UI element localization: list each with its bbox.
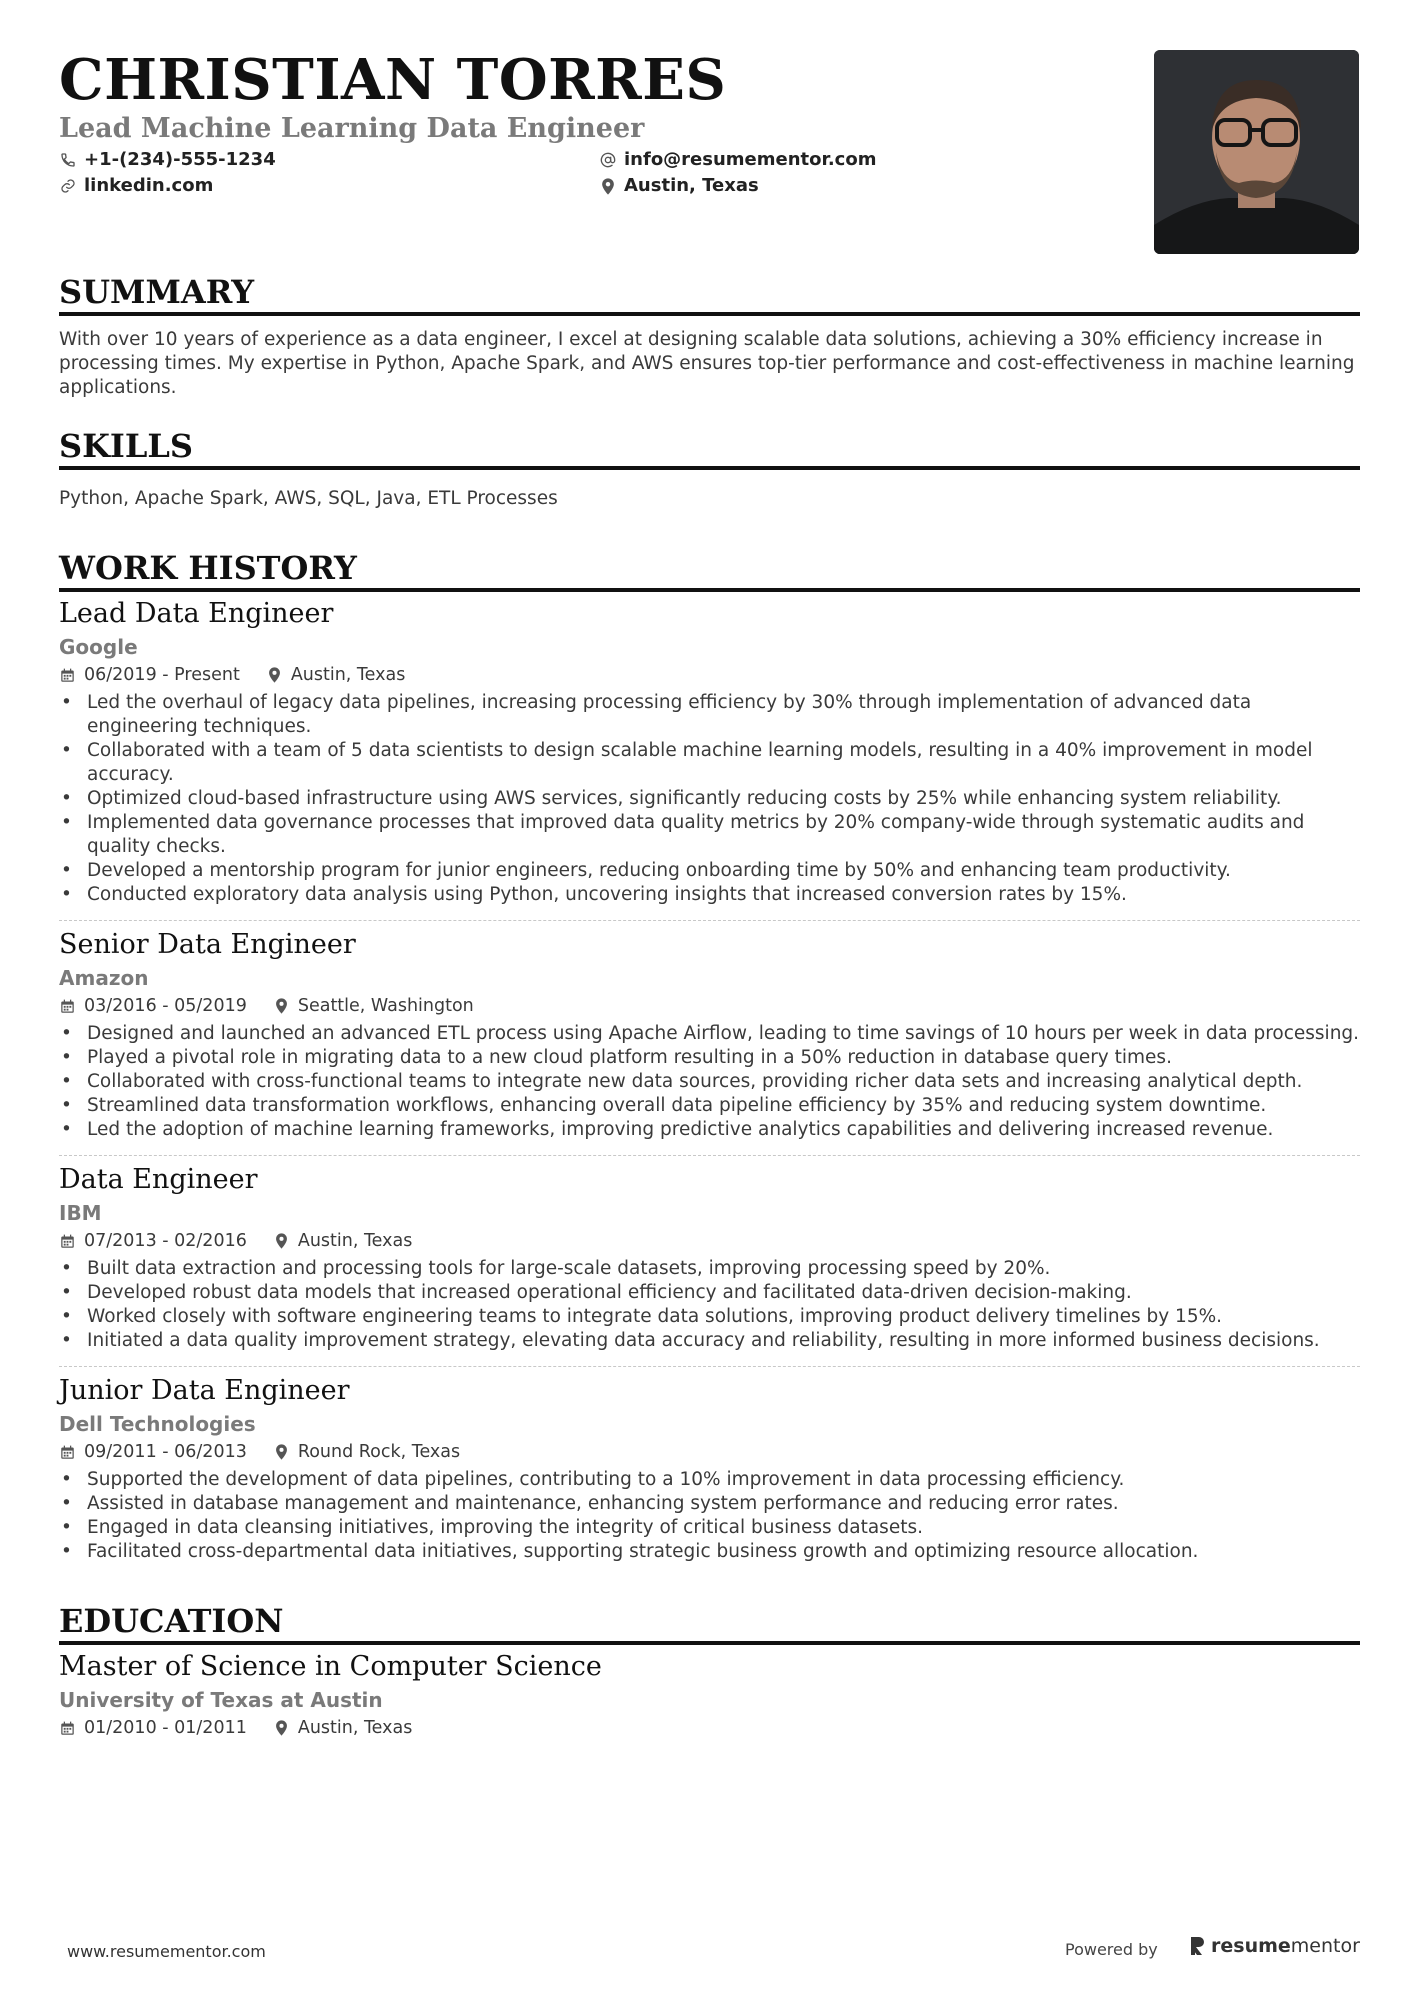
- location-pin-icon: [266, 667, 283, 684]
- summary-heading: SUMMARY: [59, 272, 1360, 316]
- job-company: IBM: [59, 1201, 102, 1225]
- skills-heading: SKILLS: [59, 426, 1360, 470]
- contact-phone: [59, 148, 276, 172]
- list-item: • Developed robust data models that increased operational efficiency and facilitated data-driven decision-making.: [59, 1281, 1360, 1305]
- calendar-icon: [59, 998, 76, 1015]
- job-entry: [59, 597, 1360, 907]
- list-item: • Facilitated cross-departmental data initiatives, supporting strategic business growth and optimizing resource allocation.: [59, 1540, 1360, 1564]
- job-title: Junior Data Engineer: [59, 1375, 350, 1406]
- job-company: Amazon: [59, 966, 149, 990]
- job-dates: 09/2011 - 06/2013: [84, 1442, 247, 1462]
- job-company: Google: [59, 635, 138, 659]
- footer-url[interactable]: www.resumementor.com: [67, 1942, 266, 1961]
- list-item: • Initiated a data quality improvement strategy, elevating data accuracy and reliability, resulting in more informed business decisions.: [59, 1329, 1360, 1353]
- brand-name-light: mentor: [1290, 1935, 1360, 1957]
- list-item: • Implemented data governance processes that improved data quality metrics by 20% company-wide through systematic audits and quality checks.: [59, 811, 1360, 859]
- profile-photo: [1154, 50, 1359, 254]
- email-text[interactable]: info@resumementor.com: [624, 149, 877, 170]
- calendar-icon: [59, 1233, 76, 1250]
- location-pin-icon: [599, 177, 617, 195]
- link-icon: [59, 177, 77, 195]
- job-bullets: [59, 1257, 1360, 1353]
- location-pin-icon: [273, 1720, 290, 1737]
- list-item: • Optimized cloud-based infrastructure using AWS services, significantly reducing costs by 25% while enhancing system reliability.: [59, 787, 1360, 811]
- list-item: • Led the overhaul of legacy data pipelines, increasing processing efficiency by 30% through implementation of advanced data engineering techniques.: [59, 691, 1360, 739]
- job-title: Lead Data Engineer: [59, 598, 334, 629]
- entry-divider: [59, 1366, 1360, 1367]
- job-bullets: [59, 1022, 1360, 1142]
- list-item: • Designed and launched an advanced ETL process using Apache Airflow, leading to time savings of 10 hours per week in data processing.: [59, 1022, 1360, 1046]
- at-icon: [599, 151, 617, 169]
- work-history-heading: WORK HISTORY: [59, 548, 1360, 592]
- list-item: • Conducted exploratory data analysis using Python, uncovering insights that increased conversion rates by 15%.: [59, 883, 1360, 907]
- linkedin-text[interactable]: linkedin.com: [84, 175, 214, 196]
- phone-icon: [59, 151, 77, 169]
- list-item: • Played a pivotal role in migrating data to a new cloud platform resulting in a 50% reduction in database query times.: [59, 1046, 1360, 1070]
- job-location: Austin, Texas: [290, 665, 406, 685]
- job-dates: 07/2013 - 02/2016: [84, 1231, 247, 1251]
- skills-text: Python, Apache Spark, AWS, SQL, Java, ETL Processes: [59, 488, 558, 509]
- resumementor-logo-icon: [1188, 1935, 1206, 1957]
- job-meta: [59, 1440, 1360, 1464]
- job-bullets: [59, 691, 1360, 907]
- job-dates: 06/2019 - Present: [84, 665, 240, 685]
- list-item: • Collaborated with cross-functional teams to integrate new data sources, providing richer data sets and increasing analytical depth.: [59, 1070, 1360, 1094]
- brand-logo[interactable]: [1188, 1935, 1360, 1957]
- location-pin-icon: [273, 1444, 290, 1461]
- job-meta: [59, 663, 1360, 687]
- candidate-headline: Lead Machine Learning Data Engineer: [59, 113, 645, 144]
- list-item: • Collaborated with a team of 5 data scientists to design scalable machine learning models, resulting in a 40% improvement in model accuracy.: [59, 739, 1360, 787]
- calendar-icon: [59, 667, 76, 684]
- education-location: Austin, Texas: [297, 1718, 413, 1738]
- job-entry: [59, 928, 1360, 1142]
- job-meta: [59, 994, 1360, 1018]
- candidate-name: CHRISTIAN TORRES: [59, 47, 727, 113]
- education-entry: [59, 1650, 1360, 1740]
- job-dates: 03/2016 - 05/2019: [84, 996, 247, 1016]
- degree-title: Master of Science in Computer Science: [59, 1651, 602, 1682]
- education-meta: [59, 1716, 1360, 1740]
- location-pin-icon: [273, 1233, 290, 1250]
- brand-name-bold: resume: [1211, 1935, 1291, 1957]
- entry-divider: [59, 1155, 1360, 1156]
- job-bullets: [59, 1468, 1360, 1564]
- job-location: Round Rock, Texas: [297, 1442, 461, 1462]
- phone-text: +1-(234)-555-1234: [84, 149, 276, 170]
- list-item: • Led the adoption of machine learning frameworks, improving predictive analytics capabilities and delivering increased revenue.: [59, 1118, 1360, 1142]
- job-title: Data Engineer: [59, 1164, 258, 1195]
- list-item: • Assisted in database management and maintenance, enhancing system performance and reducing error rates.: [59, 1492, 1360, 1516]
- summary-text: With over 10 years of experience as a data engineer, I excel at designing scalable data solutions, achieving a 30% efficiency increase in processing times. My expertise in Python, Apache Spark, and AWS ensures top-tier performance and cost-effectiveness in machine learning applications.: [59, 329, 1355, 398]
- job-company: Dell Technologies: [59, 1412, 256, 1436]
- school-name: University of Texas at Austin: [59, 1688, 383, 1712]
- list-item: • Developed a mentorship program for junior engineers, reducing onboarding time by 50% and enhancing team productivity.: [59, 859, 1360, 883]
- list-item: • Worked closely with software engineering teams to integrate data solutions, improving product delivery timelines by 15%.: [59, 1305, 1360, 1329]
- location-pin-icon: [273, 998, 290, 1015]
- job-entry: [59, 1374, 1360, 1564]
- powered-by-label: Powered by: [1065, 1940, 1158, 1959]
- contact-location: [599, 174, 759, 198]
- calendar-icon: [59, 1720, 76, 1737]
- job-meta: [59, 1229, 1360, 1253]
- education-dates: 01/2010 - 01/2011: [84, 1718, 247, 1738]
- education-heading: EDUCATION: [59, 1601, 1360, 1645]
- contact-linkedin[interactable]: [59, 174, 213, 198]
- calendar-icon: [59, 1444, 76, 1461]
- location-text: Austin, Texas: [624, 175, 759, 196]
- list-item: • Built data extraction and processing tools for large-scale datasets, improving processing speed by 20%.: [59, 1257, 1360, 1281]
- contact-email[interactable]: [599, 148, 876, 172]
- entry-divider: [59, 920, 1360, 921]
- list-item: • Streamlined data transformation workflows, enhancing overall data pipeline efficiency by 35% and reducing system downtime.: [59, 1094, 1360, 1118]
- list-item: • Supported the development of data pipelines, contributing to a 10% improvement in data processing efficiency.: [59, 1468, 1360, 1492]
- job-location: Seattle, Washington: [297, 996, 474, 1016]
- job-title: Senior Data Engineer: [59, 929, 356, 960]
- job-entry: [59, 1163, 1360, 1353]
- job-location: Austin, Texas: [297, 1231, 413, 1251]
- list-item: • Engaged in data cleansing initiatives, improving the integrity of critical business datasets.: [59, 1516, 1360, 1540]
